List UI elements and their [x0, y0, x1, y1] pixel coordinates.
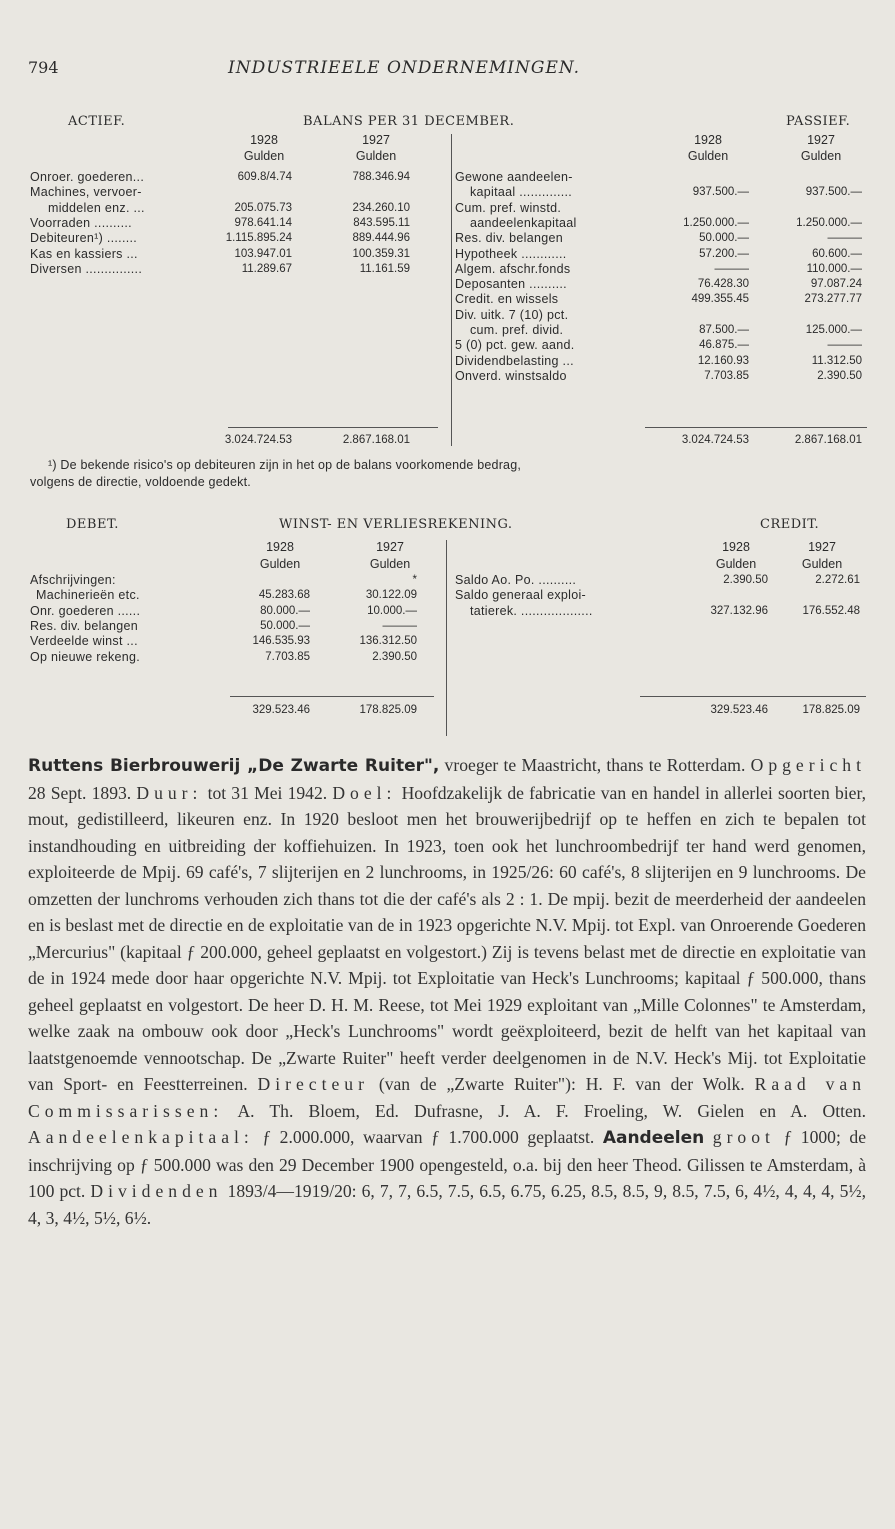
passief-row-label: Onverd. winstsaldo	[455, 368, 567, 383]
passief-row-label: Div. uitk. 7 (10) pct.	[455, 307, 569, 322]
company-name: Ruttens Bierbrouwerij „De Zwarte Ruiter",	[28, 756, 440, 776]
actief-row-label: Voorraden ..........	[30, 215, 132, 230]
keyword-rvc: Raad van Commissarissen:	[28, 1074, 867, 1121]
year-1927-right: 1927	[807, 133, 835, 147]
year-1927-left: 1927	[362, 133, 390, 147]
credit-value-1927: 2.272.61	[815, 574, 860, 586]
pl-total-right-1928: 329.523.46	[710, 704, 768, 716]
debet-value-1927: 2.390.50	[372, 650, 417, 663]
article-text-4: Hoofdzakelijk de fabricatie van en handel in allerlei soorten bier, mout, gedistilleerd, likeuren enz. In 1920 besloot men het brouwerijbedrijf op te heffen en zich te bepalen tot instandhouding en uitbreiding der koffiehuizen. In 1923, toen ook het lunchroombedrijf ter hand werd genomen, exploiteerde de Mpij. 69 café's, 7 slijterijen en 2 lunchrooms, in 1925/26: 60 café's, 8 slijterijen en 9 lunchrooms. De omzetten der lunchroms verhouden zich thans tot die der café's als 2 : 1. De mpij. bezit de meerderheid der aandeelen en is beslast met de directie en de exploitatie van de in 1923 opgerichte N.V. Mpij. tot Expl. van Onroerende Goederen „Mercurius" (kapitaal ƒ 200.000, geheel geplaatst en volgestort.) Zij is tevens belast met de directie en exploitatie van de in 1924 mede door haar opgerichte N.V. Mpij. tot Exploitatie van Heck's Lunchrooms; kapitaal ƒ 500.000, thans geheel geplaatst en volgestort. De heer D. H. M. Reese, tot Mei 1929 exploitant van „Mille Colonnes" te Amsterdam, welke zaak na ombouw ook door „Heck's Lunchrooms" wordt geëxploiteerd, bezit de helft van het kapitaal van laatstgenoemde vennootschap. De „Zwarte Ruiter" heeft verder deelgenomen in de N.V. Heck's Mij. tot Exploitatie van Sport- en Feestterreinen.	[28, 782, 866, 1094]
passief-value-1927: ———	[827, 232, 862, 245]
debet-value-1927: 136.312.50	[359, 635, 417, 648]
passief-value-1928: 499.355.45	[691, 293, 749, 306]
passief-value-1928: 57.200.—	[699, 247, 749, 260]
passief-row-label: Credit. en wissels	[455, 292, 559, 307]
credit-value-1927: 176.552.48	[802, 604, 860, 617]
actief-row-label: Onroer. goederen...	[30, 170, 145, 184]
passief-value-1927: 11.312.50	[811, 354, 862, 367]
actief-title: ACTIEF.	[68, 114, 126, 129]
passief-value-1928: 1.250.000.—	[683, 216, 749, 229]
passief-value-1928: 937.500.—	[692, 186, 749, 199]
debet-value-1928: 146.535.93	[252, 635, 310, 648]
actief-value-1927: 889.444.96	[352, 232, 410, 245]
total-left-1927: 2.867.168.01	[342, 434, 410, 446]
unit-left-b: Gulden	[355, 149, 397, 163]
passief-row-label: Algem. afschr.fonds	[455, 261, 571, 276]
article-text-9: 1893/4—1919/20: 6, 7, 7, 6.5, 7.5, 6.5, 6.75, 6.25, 8.5, 8.5, 9, 8.5, 7.5, 6, 4½, 4, 4, 4, 5½, 4, 3, 4½, 5½, 6½.	[28, 1181, 866, 1228]
passief-value-1928: 50.000.—	[699, 232, 749, 245]
pl-total-left-1928: 329.523.46	[252, 704, 310, 716]
actief-value-1927: 788.346.94	[352, 171, 410, 183]
passief-value-1927: 937.500.—	[805, 186, 862, 199]
balance-divider	[451, 134, 452, 446]
passief-value-1927: 125.000.—	[805, 324, 862, 336]
pl-total-right-1927: 178.825.09	[802, 704, 860, 716]
actief-value-1927: 234.260.10	[352, 201, 410, 214]
passief-value-1927: 1.250.000.—	[796, 216, 862, 229]
unit-right-a: Gulden	[687, 149, 729, 163]
balance-title: BALANS PER 31 DECEMBER.	[303, 114, 515, 129]
actief-value-1928: 1.115.895.24	[225, 232, 292, 245]
debet-row-label: Op nieuwe rekeng.	[30, 649, 141, 664]
keyword-kapitaal: Aandeelenkapitaal:	[28, 1127, 254, 1147]
pl-total-rule-left	[230, 696, 434, 697]
total-right-1928: 3.024.724.53	[681, 434, 749, 446]
passief-row-label: Cum. pref. winstd.	[455, 200, 562, 215]
debet-row-label: Onr. goederen ......	[30, 603, 141, 618]
total-left-1928: 3.024.724.53	[224, 434, 292, 446]
actief-value-1927: 100.359.31	[352, 247, 410, 260]
debet-row-label: Verdeelde winst ...	[30, 634, 138, 649]
pl-year-1928-right: 1928	[722, 540, 750, 554]
actief-value-1928: 978.641.14	[234, 216, 292, 229]
passief-value-1928: 7.703.85	[704, 369, 749, 382]
keyword-dividenden: Dividenden	[90, 1181, 223, 1201]
pl-title: WINST- EN VERLIESREKENING.	[279, 517, 513, 532]
passief-value-1927: 2.390.50	[817, 369, 862, 382]
passief-value-1928: 46.875.—	[699, 339, 749, 352]
debet-value-1928: 80.000.—	[260, 604, 310, 617]
unit-right-b: Gulden	[800, 149, 842, 163]
total-rule-right	[645, 427, 867, 428]
debet-row-label: Machinerieën etc.	[36, 588, 140, 603]
article-text-3: tot 31 Mei 1942.	[202, 782, 333, 803]
debet-row-label: Afschrijvingen:	[30, 573, 116, 587]
year-1928-left: 1928	[250, 133, 278, 147]
year-1928-right: 1928	[694, 133, 722, 147]
pl-total-left-1927: 178.825.09	[359, 704, 417, 716]
passief-row-label: aandeelenkapitaal	[470, 215, 577, 230]
pl-unit-left-b: Gulden	[369, 557, 411, 571]
passief-value-1928: 12.160.93	[697, 354, 749, 367]
passief-value-1928: 87.500.—	[699, 324, 749, 336]
passief-row-label: Res. div. belangen	[455, 231, 564, 246]
keyword-directeur: Directeur	[257, 1074, 369, 1094]
actief-row-label: middelen enz. ...	[48, 200, 145, 215]
actief-row-label: Debiteuren¹) ........	[30, 231, 138, 246]
debet-value-1927: *	[412, 574, 417, 586]
credit-value-1928: 327.132.96	[710, 604, 768, 617]
debet-value-1928: 45.283.68	[258, 589, 310, 602]
keyword-aandeelen: Aandeelen	[602, 1128, 705, 1148]
article-text-6: A. Th. Bloem, Ed. Dufrasne, J. A. F. Froeling, W. Gielen en A. Otten.	[223, 1100, 866, 1121]
pl-divider	[446, 540, 447, 736]
actief-value-1928: 205.075.73	[234, 201, 292, 214]
passief-row-label: Hypotheek ............	[455, 246, 567, 261]
pl-year-1927-right: 1927	[808, 540, 836, 554]
article-text-7: ƒ 2.000.000, waarvan ƒ 1.700.000 geplaatst.	[253, 1127, 603, 1147]
passief-value-1928: 76.428.30	[697, 278, 749, 291]
company-article	[28, 752, 866, 1231]
passief-row-label: Dividendbelasting ...	[455, 353, 574, 368]
debet-value-1928: 50.000.—	[260, 619, 310, 632]
actief-value-1927: 843.595.11	[353, 216, 410, 229]
passief-value-1928: ———	[714, 262, 749, 275]
pl-year-1927-left: 1927	[376, 540, 404, 554]
passief-value-1927: ———	[827, 339, 862, 352]
passief-row-label: 5 (0) pct. gew. aand.	[455, 338, 575, 353]
credit-value-1928: 2.390.50	[723, 574, 768, 586]
passief-row-label: kapitaal ..............	[470, 185, 573, 200]
credit-row-label: Saldo generaal exploi-	[455, 588, 586, 603]
pl-unit-right-b: Gulden	[801, 557, 843, 571]
actief-value-1928: 609.8/4.74	[237, 171, 292, 183]
passief-row-label: cum. pref. divid.	[470, 323, 564, 337]
unit-left-a: Gulden	[243, 149, 285, 163]
article-text-5: (van de „Zwarte Ruiter"): H. F. van der Wolk.	[368, 1074, 755, 1094]
debet-row-label: Res. div. belangen	[30, 618, 139, 633]
credit-row-label: tatierek. ...................	[470, 603, 593, 618]
article-text-1: vroeger te Maastricht, thans te Rotterdam.	[439, 755, 751, 775]
passief-row-label: Gewone aandeelen-	[455, 170, 573, 184]
actief-row-label: Diversen ...............	[30, 261, 143, 276]
keyword-doel: Doel:	[332, 782, 397, 803]
keyword-groot: groot	[712, 1127, 775, 1147]
actief-row-label: Machines, vervoer-	[30, 185, 142, 200]
debet-value-1928: 7.703.85	[265, 650, 310, 663]
actief-value-1927: 11.161.59	[359, 262, 410, 275]
article-text-2: 28 Sept. 1893.	[28, 782, 137, 803]
pl-total-rule-right	[640, 696, 866, 697]
pl-unit-right-a: Gulden	[715, 557, 757, 571]
keyword-opgericht: Opgericht	[750, 755, 866, 775]
actief-value-1928: 103.947.01	[234, 247, 292, 260]
passief-row-label: Deposanten ..........	[455, 277, 567, 292]
actief-value-1928: 11.289.67	[241, 262, 292, 275]
debet-value-1927: ———	[382, 619, 417, 632]
credit-row-label: Saldo Ao. Po. ..........	[455, 573, 577, 587]
passief-value-1927: 273.277.77	[804, 293, 862, 306]
credit-title: CREDIT.	[760, 517, 820, 532]
footnote-line-2: volgens de directie, voldoende gedekt.	[30, 475, 251, 489]
footnote-line-1: ¹) De bekende risico's op debiteuren zijn in het op de balans voorkomende bedrag,	[48, 458, 522, 472]
debet-value-1927: 30.122.09	[365, 589, 417, 602]
passief-value-1927: 60.600.—	[812, 247, 862, 260]
total-rule-left	[228, 427, 438, 428]
debet-title: DEBET.	[66, 517, 119, 532]
article-text-8: ƒ 1000; de inschrijving op ƒ 500.000 was den 29 December 1900 opengesteld, o.a. bij den heer Theod. Gilissen te Amsterdam, à 100 pct.	[28, 1127, 867, 1201]
passief-value-1927: 110.000.—	[806, 262, 862, 275]
actief-row-label: Kas en kassiers ...	[30, 246, 138, 261]
pl-year-1928-left: 1928	[266, 540, 294, 554]
page-number: 794	[28, 58, 59, 77]
passief-value-1927: 97.087.24	[810, 278, 862, 291]
running-title: INDUSTRIEELE ONDERNEMINGEN.	[228, 58, 581, 78]
passief-title: PASSIEF.	[786, 114, 851, 129]
pl-unit-left-a: Gulden	[259, 557, 301, 571]
debet-value-1927: 10.000.—	[367, 604, 417, 617]
total-right-1927: 2.867.168.01	[794, 434, 862, 446]
keyword-duur: Duur:	[136, 782, 203, 803]
